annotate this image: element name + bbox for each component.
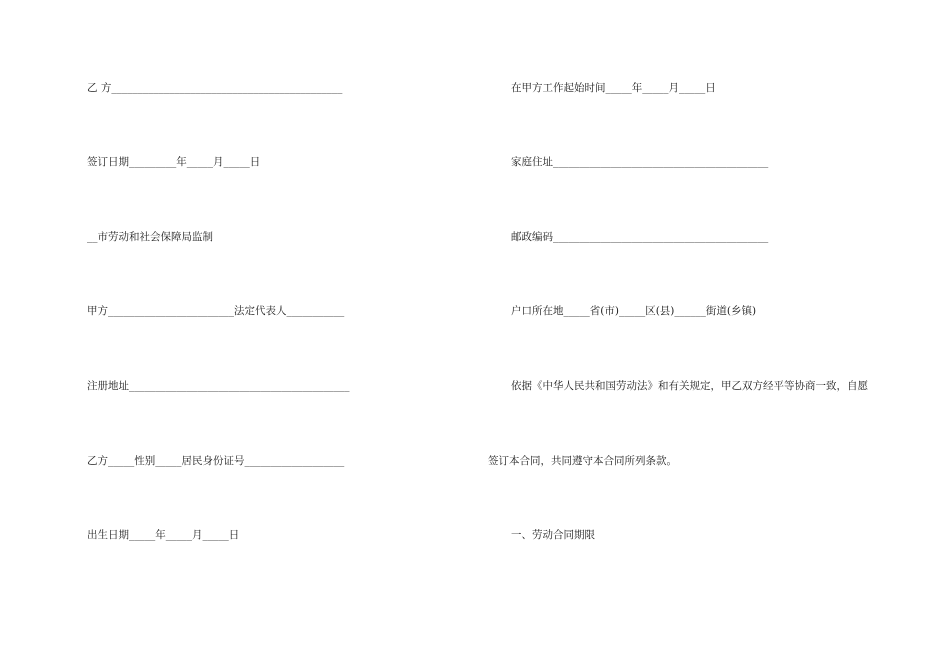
birth-date-line: 出生日期_____年_____月_____日 bbox=[87, 529, 240, 541]
home-address-line: 家庭住址_________________________________________ bbox=[511, 156, 769, 168]
section-1-title: 一、劳动合同期限 bbox=[511, 529, 595, 541]
party-a-line: 甲方________________________法定代表人___________ bbox=[87, 305, 345, 317]
party-b-info-line: 乙方_____性别_____居民身份证号___________________ bbox=[87, 455, 345, 467]
party-b-line: 乙 方____________________________________________ bbox=[87, 82, 343, 94]
preamble-line-1: 依据《中华人民共和国劳动法》和有关规定，甲乙双方经平等协商一致，自愿 bbox=[511, 380, 868, 392]
household-registration-line: 户口所在地_____省(市)_____区(县)______街道(乡镇) bbox=[511, 305, 757, 317]
supervisor-line: __市劳动和社会保障局监制 bbox=[87, 231, 213, 243]
postal-code-line: 邮政编码_________________________________________ bbox=[511, 231, 769, 243]
sign-date-line: 签订日期_________年_____月_____日 bbox=[87, 156, 261, 168]
work-start-line: 在甲方工作起始时间_____年_____月_____日 bbox=[511, 82, 716, 94]
registered-address-line: 注册地址__________________________________________ bbox=[87, 380, 350, 392]
preamble-line-2: 签订本合同，共同遵守本合同所列条款。 bbox=[488, 455, 677, 467]
